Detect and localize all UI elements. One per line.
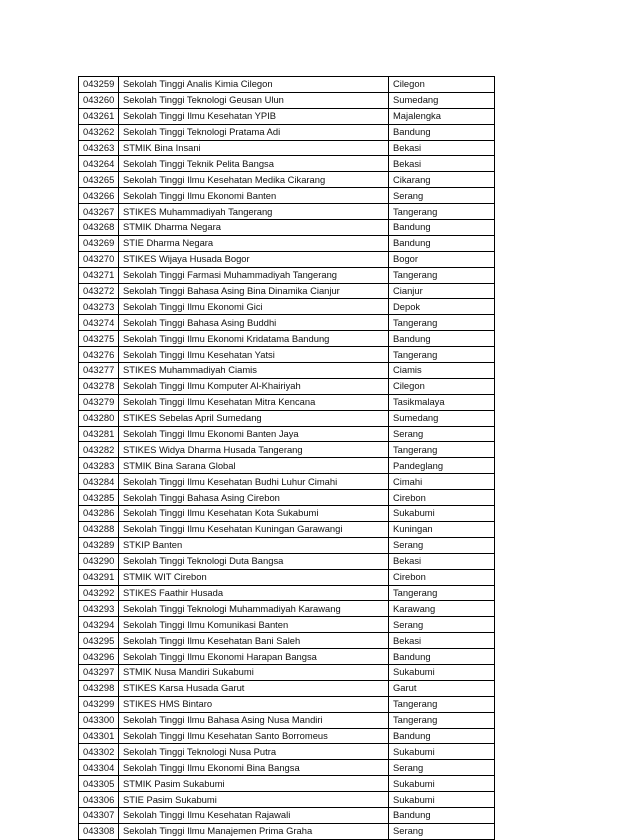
table-row — [79, 124, 495, 140]
table-row — [79, 140, 495, 156]
institution-name-cell: Sekolah Tinggi Ilmu Kesehatan Rajawali — [119, 807, 389, 823]
institution-name-cell: Sekolah Tinggi Ilmu Manajemen Prima Graha — [119, 823, 389, 839]
institution-name-cell: STIKES HMS Bintaro — [119, 696, 389, 712]
institution-name-cell: STIE Pasim Sukabumi — [119, 792, 389, 808]
table-row — [79, 807, 495, 823]
table-row — [79, 204, 495, 220]
table-row — [79, 696, 495, 712]
code-cell: 043280 — [79, 410, 119, 426]
city-cell: Sukabumi — [389, 744, 495, 760]
city-cell: Cianjur — [389, 283, 495, 299]
institution-name-cell: Sekolah Tinggi Ilmu Kesehatan Kuningan Garawangi — [119, 521, 389, 537]
city-cell: Tangerang — [389, 315, 495, 331]
table-row — [79, 458, 495, 474]
code-cell: 043291 — [79, 569, 119, 585]
institution-name-cell: STIKES Karsa Husada Garut — [119, 680, 389, 696]
code-cell: 043261 — [79, 108, 119, 124]
city-cell: Bogor — [389, 251, 495, 267]
city-cell: Serang — [389, 617, 495, 633]
city-cell: Garut — [389, 680, 495, 696]
city-cell: Pandeglang — [389, 458, 495, 474]
table-row — [79, 569, 495, 585]
code-cell: 043274 — [79, 315, 119, 331]
code-cell: 043284 — [79, 474, 119, 490]
table-row — [79, 776, 495, 792]
institution-table-body — [79, 77, 495, 840]
institution-name-cell: Sekolah Tinggi Analis Kimia Cilegon — [119, 77, 389, 93]
table-row — [79, 410, 495, 426]
institution-name-cell: STMIK Bina Insani — [119, 140, 389, 156]
code-cell: 043260 — [79, 92, 119, 108]
institution-name-cell: Sekolah Tinggi Ilmu Kesehatan YPIB — [119, 108, 389, 124]
institution-name-cell: Sekolah Tinggi Ilmu Kesehatan Santo Borromeus — [119, 728, 389, 744]
city-cell: Tangerang — [389, 267, 495, 283]
table-row — [79, 649, 495, 665]
table-row — [79, 506, 495, 522]
city-cell: Tangerang — [389, 712, 495, 728]
code-cell: 043307 — [79, 807, 119, 823]
code-cell: 043283 — [79, 458, 119, 474]
table-row — [79, 585, 495, 601]
table-row — [79, 537, 495, 553]
institution-name-cell: Sekolah Tinggi Teknik Pelita Bangsa — [119, 156, 389, 172]
table-row — [79, 442, 495, 458]
institution-name-cell: Sekolah Tinggi Teknologi Muhammadiyah Karawang — [119, 601, 389, 617]
code-cell: 043277 — [79, 363, 119, 379]
code-cell: 043268 — [79, 220, 119, 236]
institution-name-cell: Sekolah Tinggi Ilmu Ekonomi Banten — [119, 188, 389, 204]
table-row — [79, 267, 495, 283]
table-row — [79, 426, 495, 442]
table-row — [79, 363, 495, 379]
code-cell: 043264 — [79, 156, 119, 172]
institution-name-cell: Sekolah Tinggi Ilmu Kesehatan Kota Sukabumi — [119, 506, 389, 522]
table-row — [79, 251, 495, 267]
code-cell: 043272 — [79, 283, 119, 299]
city-cell: Cikarang — [389, 172, 495, 188]
code-cell: 043276 — [79, 347, 119, 363]
city-cell: Bekasi — [389, 633, 495, 649]
city-cell: Serang — [389, 760, 495, 776]
institution-name-cell: Sekolah Tinggi Ilmu Komputer Al-Khairiyah — [119, 378, 389, 394]
institution-name-cell: Sekolah Tinggi Ilmu Kesehatan Mitra Kencana — [119, 394, 389, 410]
table-row — [79, 188, 495, 204]
code-cell: 043267 — [79, 204, 119, 220]
table-row — [79, 156, 495, 172]
city-cell: Cimahi — [389, 474, 495, 490]
code-cell: 043301 — [79, 728, 119, 744]
institution-name-cell: Sekolah Tinggi Teknologi Nusa Putra — [119, 744, 389, 760]
city-cell: Sumedang — [389, 92, 495, 108]
institution-name-cell: STIE Dharma Negara — [119, 235, 389, 251]
city-cell: Bandung — [389, 220, 495, 236]
document-page — [78, 76, 495, 840]
institution-name-cell: Sekolah Tinggi Bahasa Asing Bina Dinamika Cianjur — [119, 283, 389, 299]
institution-name-cell: Sekolah Tinggi Ilmu Kesehatan Bani Saleh — [119, 633, 389, 649]
city-cell: Kuningan — [389, 521, 495, 537]
city-cell: Sukabumi — [389, 664, 495, 680]
institution-name-cell: Sekolah Tinggi Ilmu Kesehatan Yatsi — [119, 347, 389, 363]
code-cell: 043296 — [79, 649, 119, 665]
institution-name-cell: Sekolah Tinggi Ilmu Bahasa Asing Nusa Mandiri — [119, 712, 389, 728]
city-cell: Cirebon — [389, 490, 495, 506]
city-cell: Bandung — [389, 649, 495, 665]
city-cell: Bandung — [389, 235, 495, 251]
city-cell: Sukabumi — [389, 506, 495, 522]
institution-name-cell: STIKES Muhammadiyah Tangerang — [119, 204, 389, 220]
institution-name-cell: STMIK Dharma Negara — [119, 220, 389, 236]
code-cell: 043306 — [79, 792, 119, 808]
table-row — [79, 712, 495, 728]
table-row — [79, 664, 495, 680]
code-cell: 043275 — [79, 331, 119, 347]
city-cell: Serang — [389, 188, 495, 204]
city-cell: Bandung — [389, 728, 495, 744]
table-row — [79, 378, 495, 394]
code-cell: 043304 — [79, 760, 119, 776]
city-cell: Tangerang — [389, 585, 495, 601]
table-row — [79, 728, 495, 744]
institution-name-cell: Sekolah Tinggi Ilmu Kesehatan Medika Cikarang — [119, 172, 389, 188]
institution-name-cell: STIKES Faathir Husada — [119, 585, 389, 601]
table-row — [79, 617, 495, 633]
institution-name-cell: Sekolah Tinggi Teknologi Pratama Adi — [119, 124, 389, 140]
table-row — [79, 331, 495, 347]
institution-name-cell: STIKES Sebelas April Sumedang — [119, 410, 389, 426]
table-row — [79, 744, 495, 760]
code-cell: 043265 — [79, 172, 119, 188]
institution-name-cell: Sekolah Tinggi Ilmu Ekonomi Harapan Bangsa — [119, 649, 389, 665]
institution-name-cell: STMIK WIT Cirebon — [119, 569, 389, 585]
table-row — [79, 394, 495, 410]
institution-name-cell: Sekolah Tinggi Farmasi Muhammadiyah Tangerang — [119, 267, 389, 283]
table-row — [79, 77, 495, 93]
table-row — [79, 172, 495, 188]
table-row — [79, 521, 495, 537]
city-cell: Sukabumi — [389, 776, 495, 792]
code-cell: 043259 — [79, 77, 119, 93]
code-cell: 043292 — [79, 585, 119, 601]
city-cell: Bandung — [389, 124, 495, 140]
city-cell: Cilegon — [389, 378, 495, 394]
institution-name-cell: Sekolah Tinggi Bahasa Asing Buddhi — [119, 315, 389, 331]
city-cell: Sukabumi — [389, 792, 495, 808]
table-row — [79, 553, 495, 569]
city-cell: Bandung — [389, 331, 495, 347]
code-cell: 043298 — [79, 680, 119, 696]
code-cell: 043288 — [79, 521, 119, 537]
code-cell: 043271 — [79, 267, 119, 283]
institution-name-cell: Sekolah Tinggi Bahasa Asing Cirebon — [119, 490, 389, 506]
code-cell: 043308 — [79, 823, 119, 839]
institution-name-cell: Sekolah Tinggi Ilmu Kesehatan Budhi Luhur Cimahi — [119, 474, 389, 490]
city-cell: Bekasi — [389, 553, 495, 569]
city-cell: Tangerang — [389, 696, 495, 712]
institution-name-cell: STKIP Banten — [119, 537, 389, 553]
code-cell: 043266 — [79, 188, 119, 204]
city-cell: Tangerang — [389, 347, 495, 363]
table-row — [79, 601, 495, 617]
city-cell: Bekasi — [389, 140, 495, 156]
code-cell: 043262 — [79, 124, 119, 140]
code-cell: 043305 — [79, 776, 119, 792]
table-row — [79, 490, 495, 506]
code-cell: 043293 — [79, 601, 119, 617]
code-cell: 043282 — [79, 442, 119, 458]
code-cell: 043270 — [79, 251, 119, 267]
code-cell: 043295 — [79, 633, 119, 649]
institution-name-cell: STMIK Pasim Sukabumi — [119, 776, 389, 792]
code-cell: 043278 — [79, 378, 119, 394]
code-cell: 043286 — [79, 506, 119, 522]
city-cell: Tangerang — [389, 204, 495, 220]
code-cell: 043299 — [79, 696, 119, 712]
city-cell: Ciamis — [389, 363, 495, 379]
code-cell: 043294 — [79, 617, 119, 633]
table-row — [79, 108, 495, 124]
institution-table — [78, 76, 495, 840]
institution-name-cell: Sekolah Tinggi Ilmu Ekonomi Gici — [119, 299, 389, 315]
city-cell: Serang — [389, 537, 495, 553]
city-cell: Cilegon — [389, 77, 495, 93]
table-row — [79, 283, 495, 299]
code-cell: 043300 — [79, 712, 119, 728]
city-cell: Bandung — [389, 807, 495, 823]
city-cell: Tasikmalaya — [389, 394, 495, 410]
table-row — [79, 315, 495, 331]
table-row — [79, 347, 495, 363]
city-cell: Karawang — [389, 601, 495, 617]
table-row — [79, 220, 495, 236]
city-cell: Majalengka — [389, 108, 495, 124]
city-cell: Cirebon — [389, 569, 495, 585]
code-cell: 043285 — [79, 490, 119, 506]
code-cell: 043273 — [79, 299, 119, 315]
code-cell: 043302 — [79, 744, 119, 760]
institution-name-cell: Sekolah Tinggi Ilmu Ekonomi Kridatama Bandung — [119, 331, 389, 347]
city-cell: Bekasi — [389, 156, 495, 172]
institution-name-cell: Sekolah Tinggi Teknologi Duta Bangsa — [119, 553, 389, 569]
table-row — [79, 760, 495, 776]
code-cell: 043290 — [79, 553, 119, 569]
city-cell: Depok — [389, 299, 495, 315]
institution-name-cell: STMIK Nusa Mandiri Sukabumi — [119, 664, 389, 680]
institution-name-cell: STIKES Wijaya Husada Bogor — [119, 251, 389, 267]
city-cell: Serang — [389, 823, 495, 839]
institution-name-cell: Sekolah Tinggi Teknologi Geusan Ulun — [119, 92, 389, 108]
city-cell: Sumedang — [389, 410, 495, 426]
table-row — [79, 92, 495, 108]
city-cell: Tangerang — [389, 442, 495, 458]
institution-name-cell: STIKES Muhammadiyah Ciamis — [119, 363, 389, 379]
code-cell: 043297 — [79, 664, 119, 680]
table-row — [79, 633, 495, 649]
table-row — [79, 299, 495, 315]
code-cell: 043289 — [79, 537, 119, 553]
table-row — [79, 680, 495, 696]
table-row — [79, 474, 495, 490]
institution-name-cell: STIKES Widya Dharma Husada Tangerang — [119, 442, 389, 458]
table-row — [79, 792, 495, 808]
institution-name-cell: STMIK Bina Sarana Global — [119, 458, 389, 474]
code-cell: 043281 — [79, 426, 119, 442]
institution-name-cell: Sekolah Tinggi Ilmu Komunikasi Banten — [119, 617, 389, 633]
institution-name-cell: Sekolah Tinggi Ilmu Ekonomi Bina Bangsa — [119, 760, 389, 776]
institution-name-cell: Sekolah Tinggi Ilmu Ekonomi Banten Jaya — [119, 426, 389, 442]
code-cell: 043263 — [79, 140, 119, 156]
code-cell: 043279 — [79, 394, 119, 410]
code-cell: 043269 — [79, 235, 119, 251]
city-cell: Serang — [389, 426, 495, 442]
table-row — [79, 235, 495, 251]
